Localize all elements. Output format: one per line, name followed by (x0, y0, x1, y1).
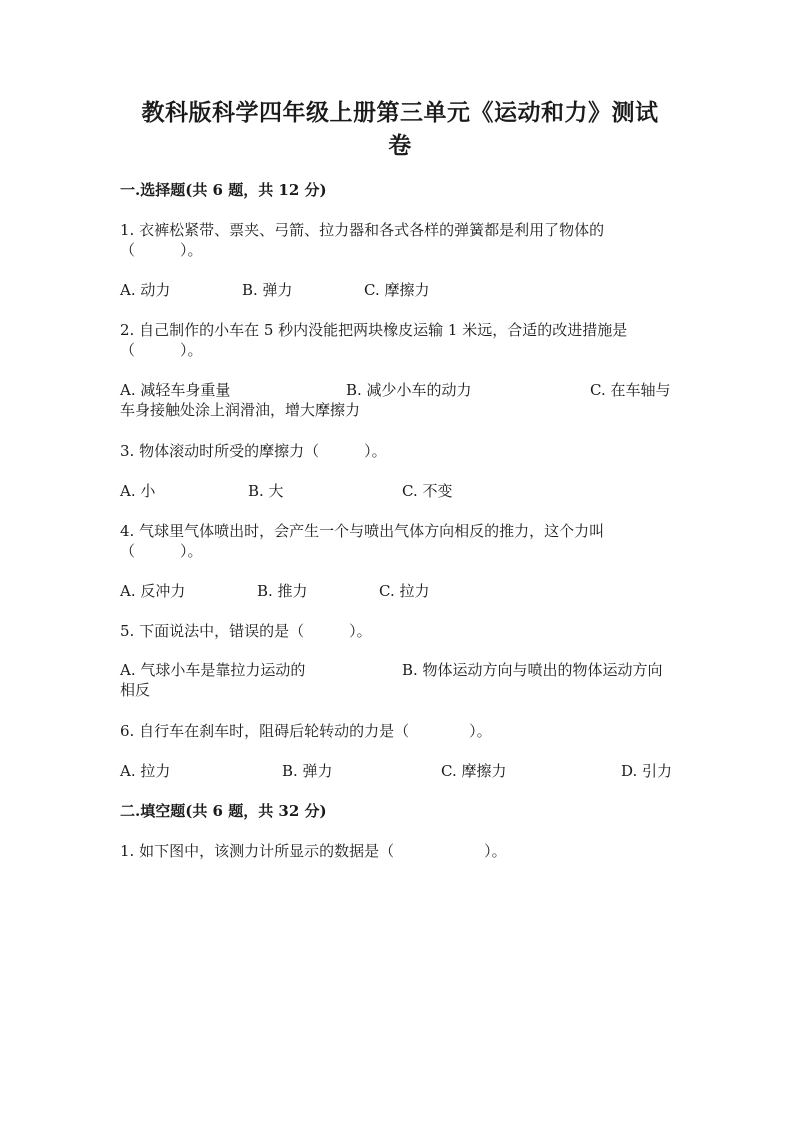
q6-option-c: C. 摩擦力 (441, 762, 507, 780)
q4-option-b: B. 推力 (257, 582, 308, 600)
question-2-text: 2. 自己制作的小车在 5 秒内没能把两块橡皮运输 1 米远，合适的改进措施是 (120, 321, 628, 339)
q3-option-c: C. 不变 (402, 482, 453, 500)
question-5 (120, 621, 680, 641)
question-3-text: 3. 物体滚动时所受的摩擦力（ ）。 (120, 442, 387, 460)
section-heading-fill-in: 二.填空题(共 6 题，共 32 分) (120, 802, 327, 820)
question-4-blank: （ ）。 (120, 542, 203, 560)
question-2 (120, 320, 680, 360)
q1-option-c: C. 摩擦力 (364, 281, 430, 299)
page-title (100, 96, 700, 162)
q4-option-c: C. 拉力 (379, 582, 430, 600)
q4-option-a: A. 反冲力 (120, 582, 186, 600)
q3-option-a: A. 小 (120, 482, 156, 500)
q5-option-b: B. 物体运动方向与喷出的物体运动方向 (402, 661, 663, 679)
question-1-text: 1. 衣裤松紧带、票夹、弓箭、拉力器和各式各样的弹簧都是利用了物体的 (120, 221, 605, 239)
q2-option-c-continued: 车身接触处涂上润滑油，增大摩擦力 (120, 401, 361, 419)
q1-option-a: A. 动力 (120, 281, 171, 299)
question-2-blank: （ ）。 (120, 341, 203, 359)
section-heading-multiple-choice: 一.选择题(共 6 题，共 12 分) (120, 181, 327, 199)
q1-option-b: B. 弹力 (242, 281, 293, 299)
q6-option-d: D. 引力 (621, 762, 673, 780)
question-5-text: 5. 下面说法中，错误的是（ ）。 (120, 622, 372, 640)
q6-option-b: B. 弹力 (282, 762, 333, 780)
question-3 (120, 441, 680, 461)
q5-option-b-continued: 相反 (120, 681, 151, 699)
title-line-1: 教科版科学四年级上册第三单元《运动和力》测试 (141, 99, 659, 126)
q3-option-b: B. 大 (248, 482, 284, 500)
question-6 (120, 721, 680, 741)
q5-option-a: A. 气球小车是靠拉力运动的 (120, 661, 306, 679)
question-1-blank: （ ）。 (120, 241, 203, 259)
q2-option-c: C. 在车轴与 (590, 381, 671, 399)
fill-question-1 (120, 841, 680, 861)
question-4 (120, 521, 680, 561)
question-4-text: 4. 气球里气体喷出时，会产生一个与喷出气体方向相反的推力，这个力叫 (120, 522, 605, 540)
title-line-2: 卷 (388, 132, 412, 159)
question-1 (120, 220, 680, 260)
question-6-text: 6. 自行车在刹车时，阻碍后轮转动的力是（ ）。 (120, 722, 492, 740)
q2-option-b: B. 减少小车的动力 (346, 381, 472, 399)
fill-question-1-text: 1. 如下图中，该测力计所显示的数据是（ ）。 (120, 842, 507, 860)
q6-option-a: A. 拉力 (120, 762, 171, 780)
q2-option-a: A. 减轻车身重量 (120, 381, 231, 399)
